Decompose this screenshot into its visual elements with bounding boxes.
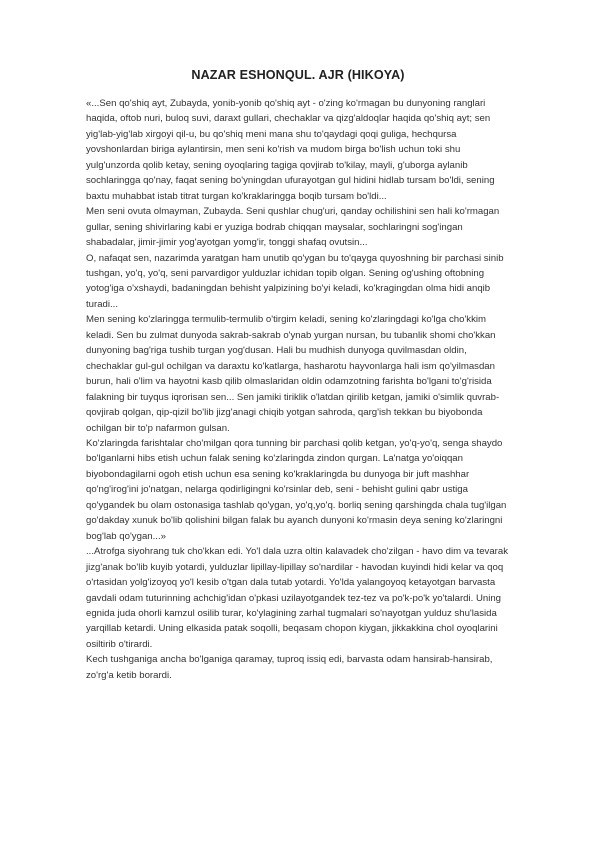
- paragraph: «...Sen qo'shiq ayt, Zubayda, yonib-yonib qo'shiq ayt - o'zing ko'rmagan bu dunyoning ranglari haqida, oftob nuri, buloq suvi, daraxt gullari, chechaklar va qizg'aldoqlar haqida qo'shiq ayt; sen yig'lab-yig'lab xirgoyi qil-u, bu qo'shiq meni mana shu to'qaydagi qoqi guliga, hechqursa yovshonlardan biriga aylantirsin, men seni ko'rish va mudom birga bo'lish uchun toki shu yulg'unzorda qolib ketay, sening oyoqlaring tagiga qovjirab to'kilay, mayli, g'uborga aylanib sochlaringga qo'nay, faqat sening bo'yningdan ufurayotgan gul hidini hidlab tursam bo'ldi, sening baxtu muhabbat istab titrat turgan ko'kraklaringga boqib tursam bo'ldi...: [86, 98, 495, 202]
- paragraph: Kech tushganiga ancha bo'lganiga qaramay, tuproq issiq edi, barvasta odam hansirab-hansirab, zo'rg'a ketib borardi.: [86, 654, 493, 681]
- paragraph: O, nafaqat sen, nazarimda yaratgan ham unutib qo'ygan bu to'qayga quyoshning bir parchasi sinib tushgan, yo'q, yo'q, seni parvardigor yulduzlar ichidan topib olgan. Sening og'ushing oftobning yotog'iga o'xshaydi, badaningdan behisht yalpizining bo'yi keladi, ko'kragingdan olma hidi anqib turadi...: [86, 252, 504, 310]
- paragraph: Ko'zlaringda farishtalar cho'milgan qora tunning bir parchasi qolib ketgan, yo'q-yo'q, senga shaydo bo'lganlarni hibs etish uchun falak sening ko'zlaringda zindon qurgan. La'natga yo'oiqqan biyobondagilarni ogoh etish uchun esa sening ko'kraklaringda bu dunyoga bir juft mashhar qo'ng'irog'ini jo'natgan, nelarga qodirligingni ko'rsinlar deb, seni - behisht gulini qabr ustiga qo'ygandek bu olam ostonasiga tashlab qo'ygan, yo'q,yo'q. borliq sening qarshingda chala tug'ilgan go'dakday xunuk bo'lib qolishini bilgan falak bu ayanch dunyoni ko'rmasin deya sening ko'zlaringni bog'lab qo'ygan...»: [86, 437, 507, 542]
- paragraph: Men sening ko'zlaringga termulib-termulib o'tirgim keladi, sening ko'zlaringdagi ko'lga cho'kkim keladi. Sen bu zulmat dunyoda sakrab-sakrab o'ynab yurgan nursan, bu tubanlik shomi cho'kkan dunyoning bag'riga tushib turgan yog'dusan. Hali bu mudhish dunyoga quvilmasdan oldin, chechaklar gul-gul ochilgan va daraxtu ko'katlarga, hasharotu hayvonlarga hali ism qo'yilmasdan burun, hali o'lim va hayotni kasb qilib olmaslaridan oldin odamzotning farishta bo'lgani to'g'risida falakning bir tuyqus iqrorisan sen... Sen jamiki tiriklik o'latdan qirilib ketgan, jamiki o'simlik quvrab-qovjirab qolgan, qip-qizil bo'lib jizg'anagi chiqib yotgan sahroda, qarg'ish tekkan bu biyobonda ochilgan bir to'p nafarmon gulsan.: [86, 314, 500, 434]
- document-body: [86, 96, 510, 683]
- paragraph: Men seni ovuta olmayman, Zubayda. Seni qushlar chug'uri, qanday ochilishini sen hali ko'rmagan gullar, sening shivirlaring kabi er yuziga bodrab chiqqan maysalar, sochlaringni sog'ingan shabadalar, jimir-jimir yog'ayotgan yomg'ir, tonggi shafaq ovutsin...: [86, 206, 500, 249]
- paragraph: ...Atrofga siyohrang tuk cho'kkan edi. Yo'l dala uzra oltin kalavadek cho'zilgan - havo dim va tevarak jizg'anak bo'lib kuyib yotardi, yulduzlar lipillay-lipillay so'nardilar - havodan kuyindi hidi kelar va qoq o'rtasidan yolg'izoyoq yo'l kesib o'tgan dala tutab yotardi. Yo'lda yalangoyoq ketayotgan barvasta gavdali odam tuturinning achchig'idan o'pkasi uzilayotgandek tez-tez va po'k-po'k yo'talardi. Uning egnida juda ohorli kamzul osilib turar, ko'ylagining zarhal tugmalari so'nayotgan yulduz shu'lasida yarqillab ketardi. Uning elkasida patak soqolli, beqasam chopon kiygan, jikkakkina chol oyoqlarini osiltirib o'tirardi.: [86, 546, 508, 650]
- document-title: NAZAR ESHONQUL. AJR (HIKOYA): [191, 68, 405, 82]
